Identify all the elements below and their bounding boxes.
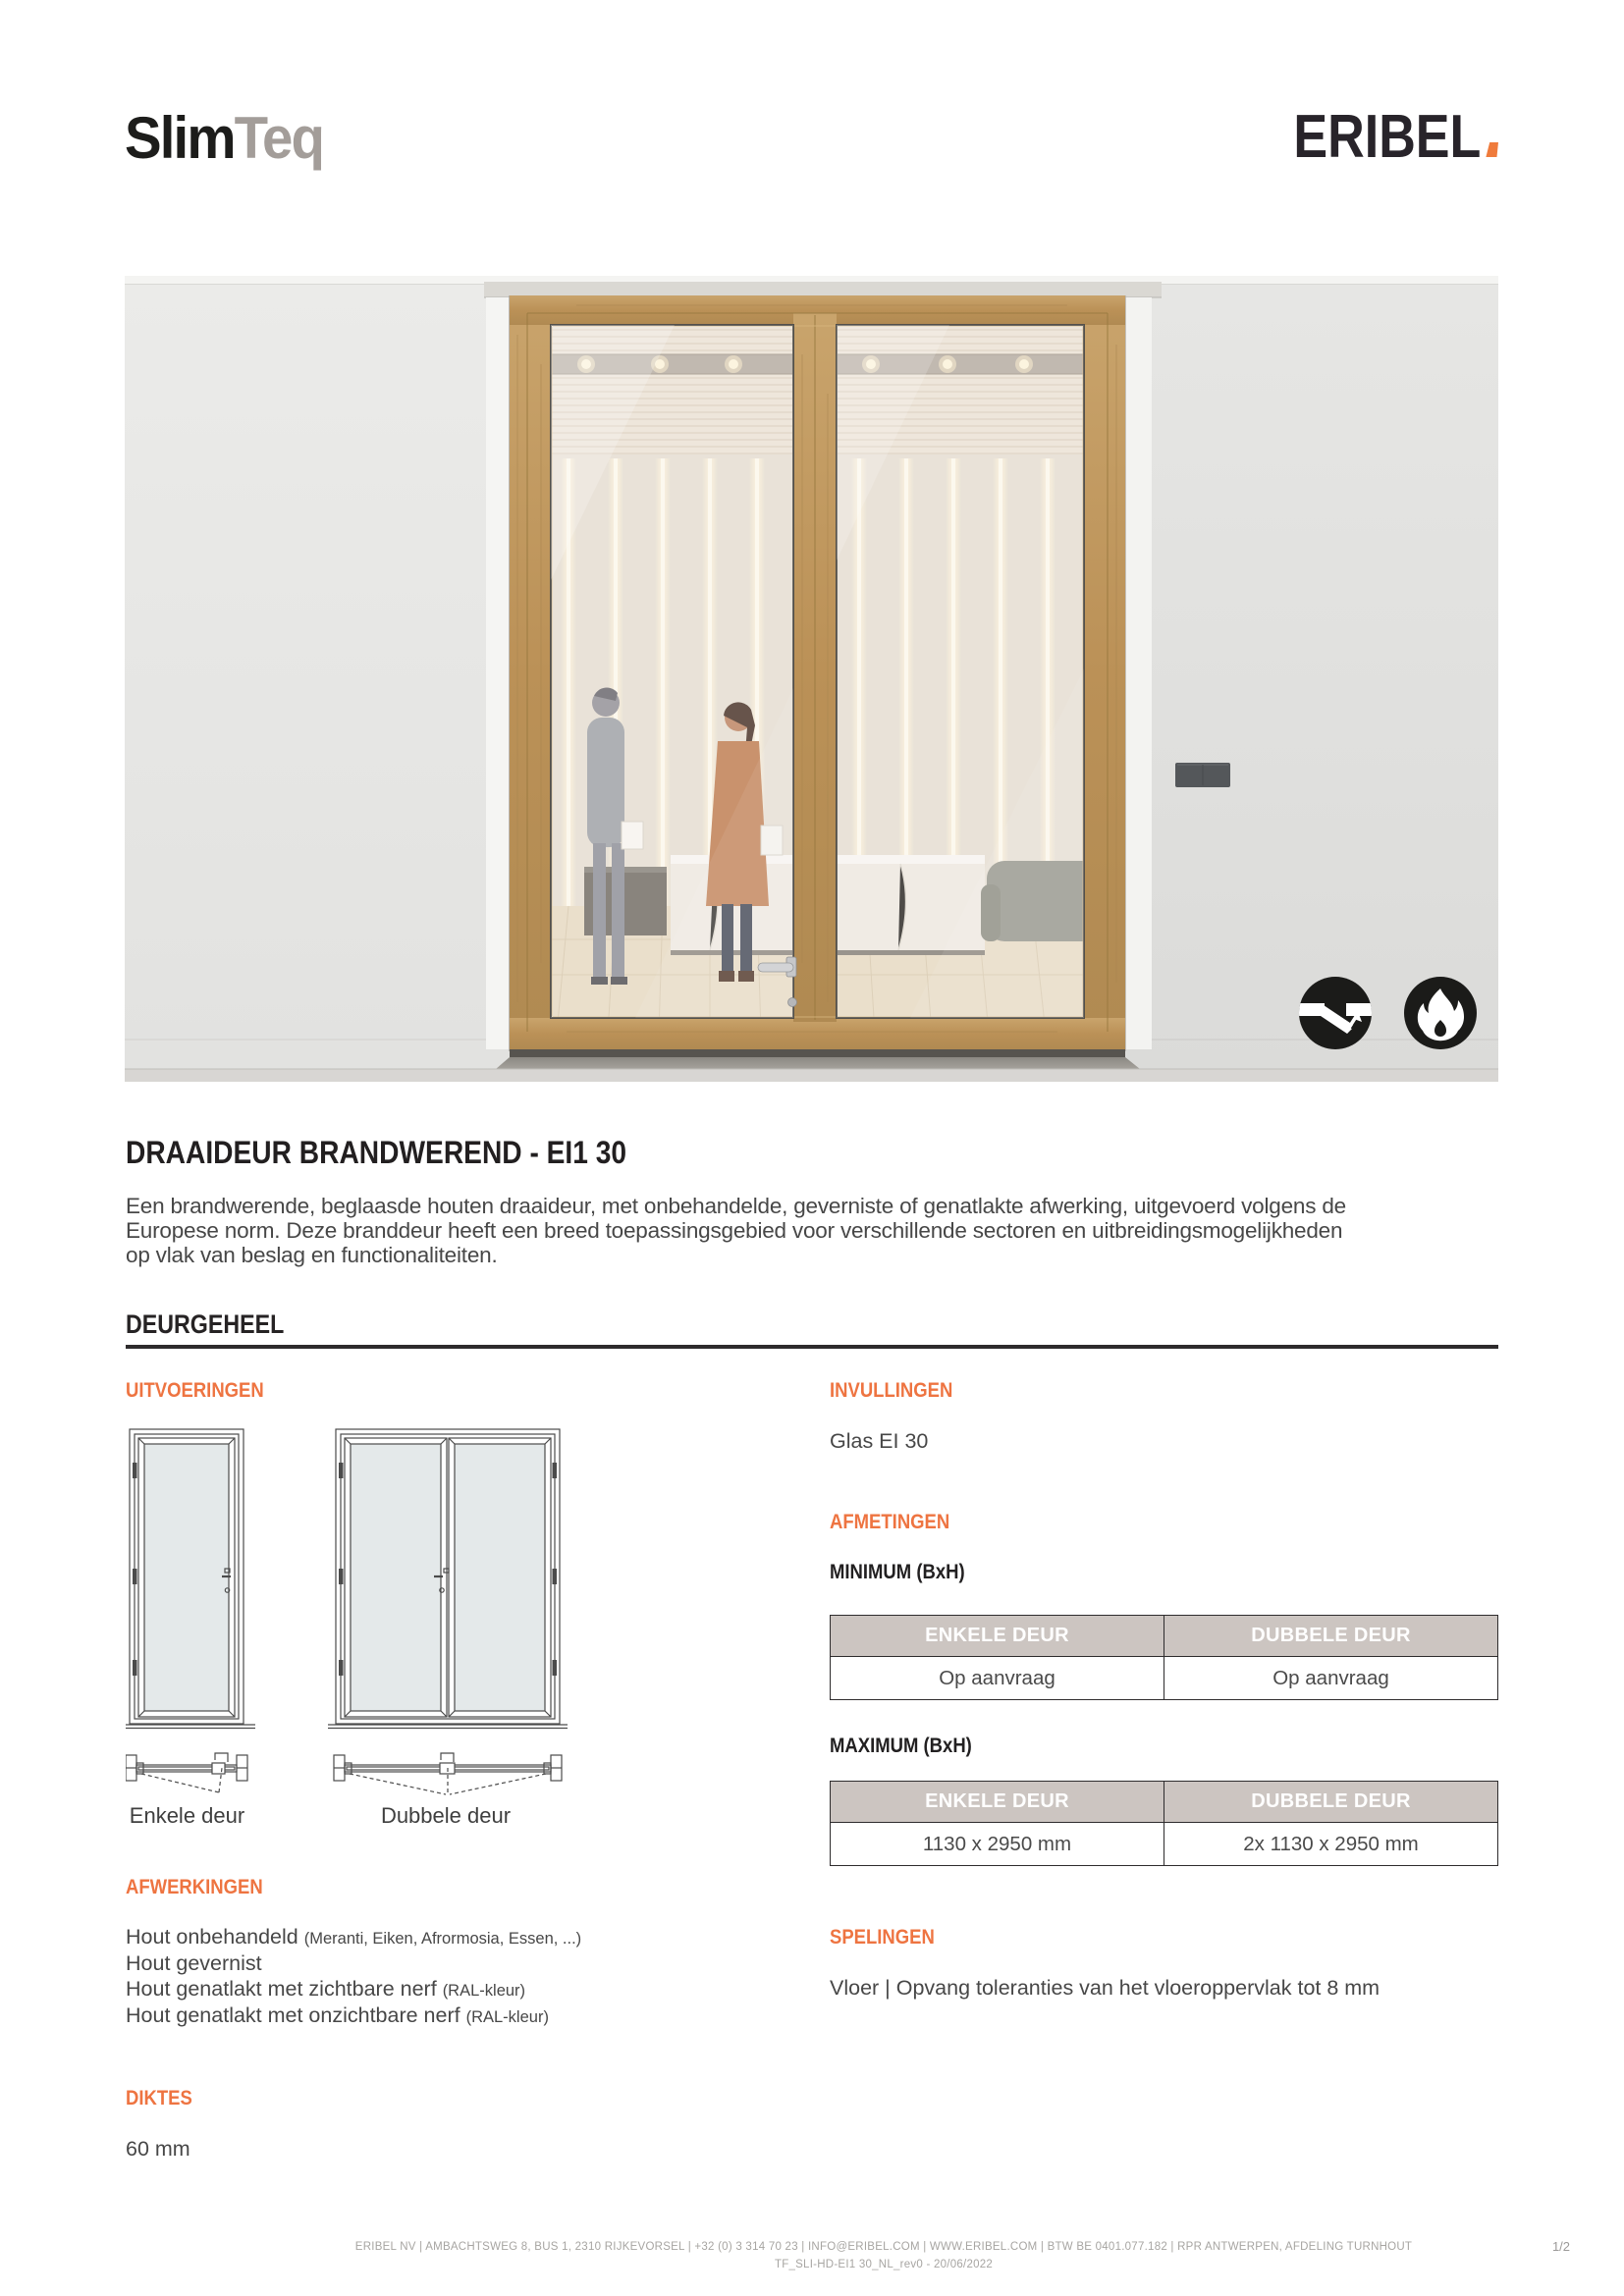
afwerking-item: Hout genatlakt met onzichtbare nerf (RAL-kleur) — [126, 2003, 549, 2027]
invullingen-value: Glas EI 30 — [830, 1429, 929, 1453]
product-photo — [125, 276, 1498, 1082]
double-door-plan — [334, 1753, 562, 1794]
invullingen-heading: INVULLINGEN — [830, 1378, 953, 1402]
uitvoeringen-heading: UITVOERINGEN — [126, 1378, 264, 1402]
single-door-plan — [126, 1753, 247, 1792]
intro-line-2: Europese norm. Deze branddeur heeft een breed toepassingsgebied voor verschillende sectoren en uitbreidingsmogelijkheden — [126, 1218, 1343, 1243]
afmetingen-heading: AFMETINGEN — [830, 1510, 950, 1533]
minimum-dubbele-value: Op aanvraag — [1164, 1657, 1498, 1700]
single-door-label: Enkele deur — [129, 1803, 245, 1828]
section-rule — [126, 1345, 1498, 1349]
door-diagrams — [126, 1421, 715, 1809]
page-title: DRAAIDEUR BRANDWEREND - EI1 30 — [126, 1135, 627, 1170]
col-header-dubbele: DUBBELE DEUR — [1164, 1616, 1498, 1657]
afwerkingen-heading: AFWERKINGEN — [126, 1875, 263, 1898]
maximum-table — [830, 1781, 1498, 1866]
footer-contact-line: ERIBEL NV | AMBACHTSWEG 8, BUS 1, 2310 RIJKEVORSEL | +32 (0) 3 314 70 23 | INFO@ERIBEL.COM | WWW.ERIBEL.COM | BTW BE 0401.077.182 | RPR ANTWERPEN, AFDELING TURNHOUT — [354, 2241, 1413, 2253]
diktes-heading: DIKTES — [126, 2086, 192, 2109]
afwerking-item: Hout genatlakt met zichtbare nerf (RAL-kleur) — [126, 1977, 526, 2001]
spelingen-value: Vloer | Opvang toleranties van het vloeroppervlak tot 8 mm — [830, 1976, 1380, 2000]
spelingen-heading: SPELINGEN — [830, 1925, 935, 1949]
afwerking-item: Hout gevernist — [126, 1951, 262, 1975]
double-door-diagram — [328, 1429, 568, 1729]
page-number: 1/2 — [1551, 2239, 1571, 2254]
maximum-label: MAXIMUM (BxH) — [830, 1734, 972, 1757]
fire-icon — [1404, 977, 1477, 1049]
col-header-dubbele: DUBBELE DEUR — [1164, 1782, 1498, 1823]
maximum-enkele-value: 1130 x 2950 mm — [831, 1823, 1164, 1866]
minimum-label: MINIMUM (BxH) — [830, 1560, 965, 1583]
col-header-enkele: ENKELE DEUR — [831, 1616, 1164, 1657]
double-door-label: Dubbele deur — [380, 1803, 512, 1828]
minimum-enkele-value: Op aanvraag — [831, 1657, 1164, 1700]
brand-part-slim: Slim — [125, 105, 235, 171]
footer-document-ref: TF_SLI-HD-EI1 30_NL_rev0 - 20/06/2022 — [774, 2259, 994, 2270]
col-header-enkele: ENKELE DEUR — [831, 1782, 1164, 1823]
afwerking-item: Hout onbehandeld (Meranti, Eiken, Afrormosia, Essen, ...) — [126, 1925, 582, 1949]
brand-part-teq: Teq — [234, 105, 324, 171]
intro-line-3: op vlak van beslag en functionaliteiten. — [126, 1243, 498, 1267]
diktes-value: 60 mm — [126, 2137, 190, 2161]
company-logo — [1234, 102, 1498, 172]
intro-line-1: Een brandwerende, beglaasde houten draaideur, met onbehandelde, geverniste of genatlakte afwerking, uitgevoerd volgens de — [126, 1194, 1346, 1218]
company-logo-text: ERIBEL — [1293, 103, 1482, 171]
logo-dot-icon — [1486, 142, 1498, 157]
maximum-dubbele-value: 2x 1130 x 2950 mm — [1164, 1823, 1498, 1866]
minimum-table — [830, 1615, 1498, 1700]
wall-badge-reader — [1175, 763, 1230, 787]
brand-logo — [125, 104, 323, 172]
single-door-diagram — [126, 1429, 255, 1729]
section-title: DEURGEHEEL — [126, 1309, 285, 1339]
